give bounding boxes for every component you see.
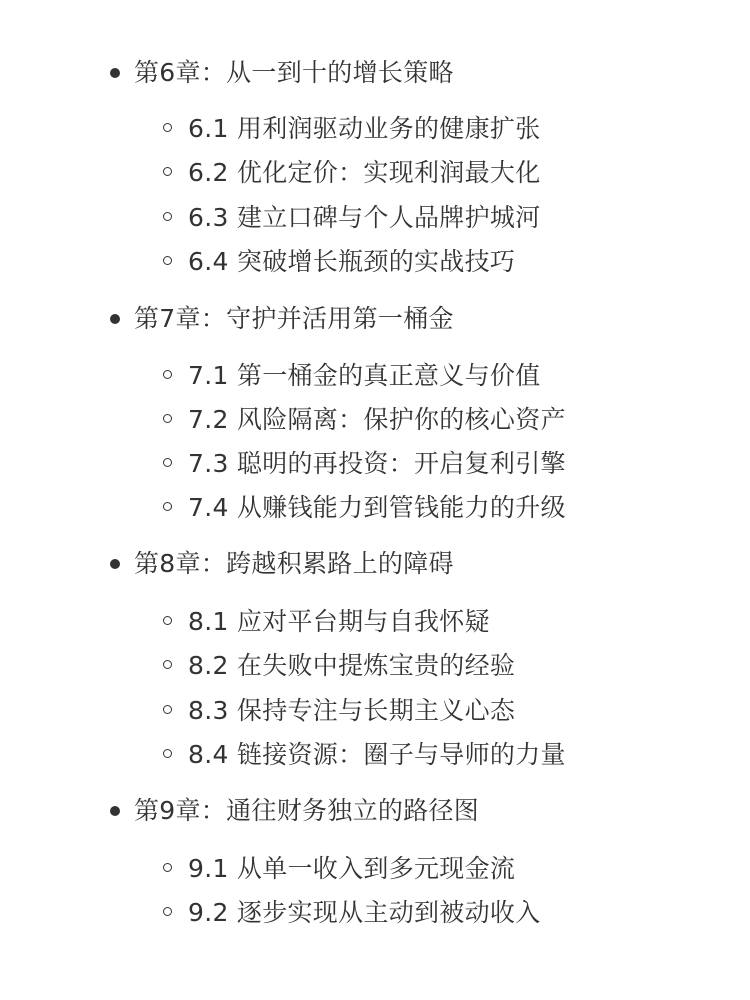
section-9-2-item bbox=[0, 892, 750, 936]
bullet-circle-icon bbox=[163, 167, 172, 176]
section-8-4-item bbox=[0, 734, 750, 778]
section-7-3-title: 7.3 聪明的再投资：开启复利引擎 bbox=[188, 449, 566, 478]
section-7-3-item bbox=[0, 443, 750, 487]
section-6-4-title: 6.4 突破增长瓶颈的实战技巧 bbox=[188, 247, 516, 276]
section-6-4-item bbox=[0, 241, 750, 285]
bullet-circle-icon bbox=[163, 749, 172, 758]
section-9-2-title: 9.2 逐步实现从主动到被动收入 bbox=[188, 898, 541, 927]
section-6-2-title: 6.2 优化定价：实现利润最大化 bbox=[188, 158, 541, 187]
bullet-disc-icon bbox=[110, 68, 120, 78]
bullet-circle-icon bbox=[163, 616, 172, 625]
section-7-2-title: 7.2 风险隔离：保护你的核心资产 bbox=[188, 405, 566, 434]
section-6-1-title: 6.1 用利润驱动业务的健康扩张 bbox=[188, 114, 541, 143]
chapter-8-title: 第8章：跨越积累路上的障碍 bbox=[134, 549, 454, 578]
section-8-2-title: 8.2 在失败中提炼宝贵的经验 bbox=[188, 651, 516, 680]
bullet-circle-icon bbox=[163, 705, 172, 714]
bullet-circle-icon bbox=[163, 414, 172, 423]
section-8-3-title: 8.3 保持专注与长期主义心态 bbox=[188, 696, 516, 725]
bullet-circle-icon bbox=[163, 863, 172, 872]
chapter-9-title: 第9章：通往财务独立的路径图 bbox=[134, 796, 480, 825]
section-8-1-title: 8.1 应对平台期与自我怀疑 bbox=[188, 607, 490, 636]
bullet-circle-icon bbox=[163, 458, 172, 467]
chapter-6-title: 第6章：从一到十的增长策略 bbox=[134, 58, 454, 87]
section-9-1-item bbox=[0, 848, 750, 892]
bullet-circle-icon bbox=[163, 907, 172, 916]
chapter-9-item bbox=[0, 790, 750, 834]
bullet-disc-icon bbox=[110, 559, 120, 569]
chapter-7-title: 第7章：守护并活用第一桶金 bbox=[134, 304, 454, 333]
bullet-disc-icon bbox=[110, 806, 120, 816]
section-6-1-item bbox=[0, 108, 750, 152]
section-7-1-item bbox=[0, 355, 750, 399]
chapter-8-item bbox=[0, 543, 750, 587]
section-8-4-title: 8.4 链接资源：圈子与导师的力量 bbox=[188, 740, 566, 769]
bullet-circle-icon bbox=[163, 502, 172, 511]
section-6-3-title: 6.3 建立口碑与个人品牌护城河 bbox=[188, 203, 541, 232]
bullet-circle-icon bbox=[163, 256, 172, 265]
section-6-2-item bbox=[0, 152, 750, 196]
bullet-disc-icon bbox=[110, 314, 120, 324]
section-7-4-item bbox=[0, 487, 750, 531]
chapter-7-item bbox=[0, 298, 750, 342]
bullet-circle-icon bbox=[163, 212, 172, 221]
section-6-3-item bbox=[0, 197, 750, 241]
section-8-2-item bbox=[0, 645, 750, 689]
bullet-circle-icon bbox=[163, 660, 172, 669]
section-7-1-title: 7.1 第一桶金的真正意义与价值 bbox=[188, 361, 541, 390]
bullet-circle-icon bbox=[163, 370, 172, 379]
section-8-1-item bbox=[0, 601, 750, 645]
section-8-3-item bbox=[0, 690, 750, 734]
section-7-4-title: 7.4 从赚钱能力到管钱能力的升级 bbox=[188, 493, 566, 522]
chapter-6-item bbox=[0, 52, 750, 96]
section-9-1-title: 9.1 从单一收入到多元现金流 bbox=[188, 854, 516, 883]
bullet-circle-icon bbox=[163, 123, 172, 132]
section-7-2-item bbox=[0, 399, 750, 443]
